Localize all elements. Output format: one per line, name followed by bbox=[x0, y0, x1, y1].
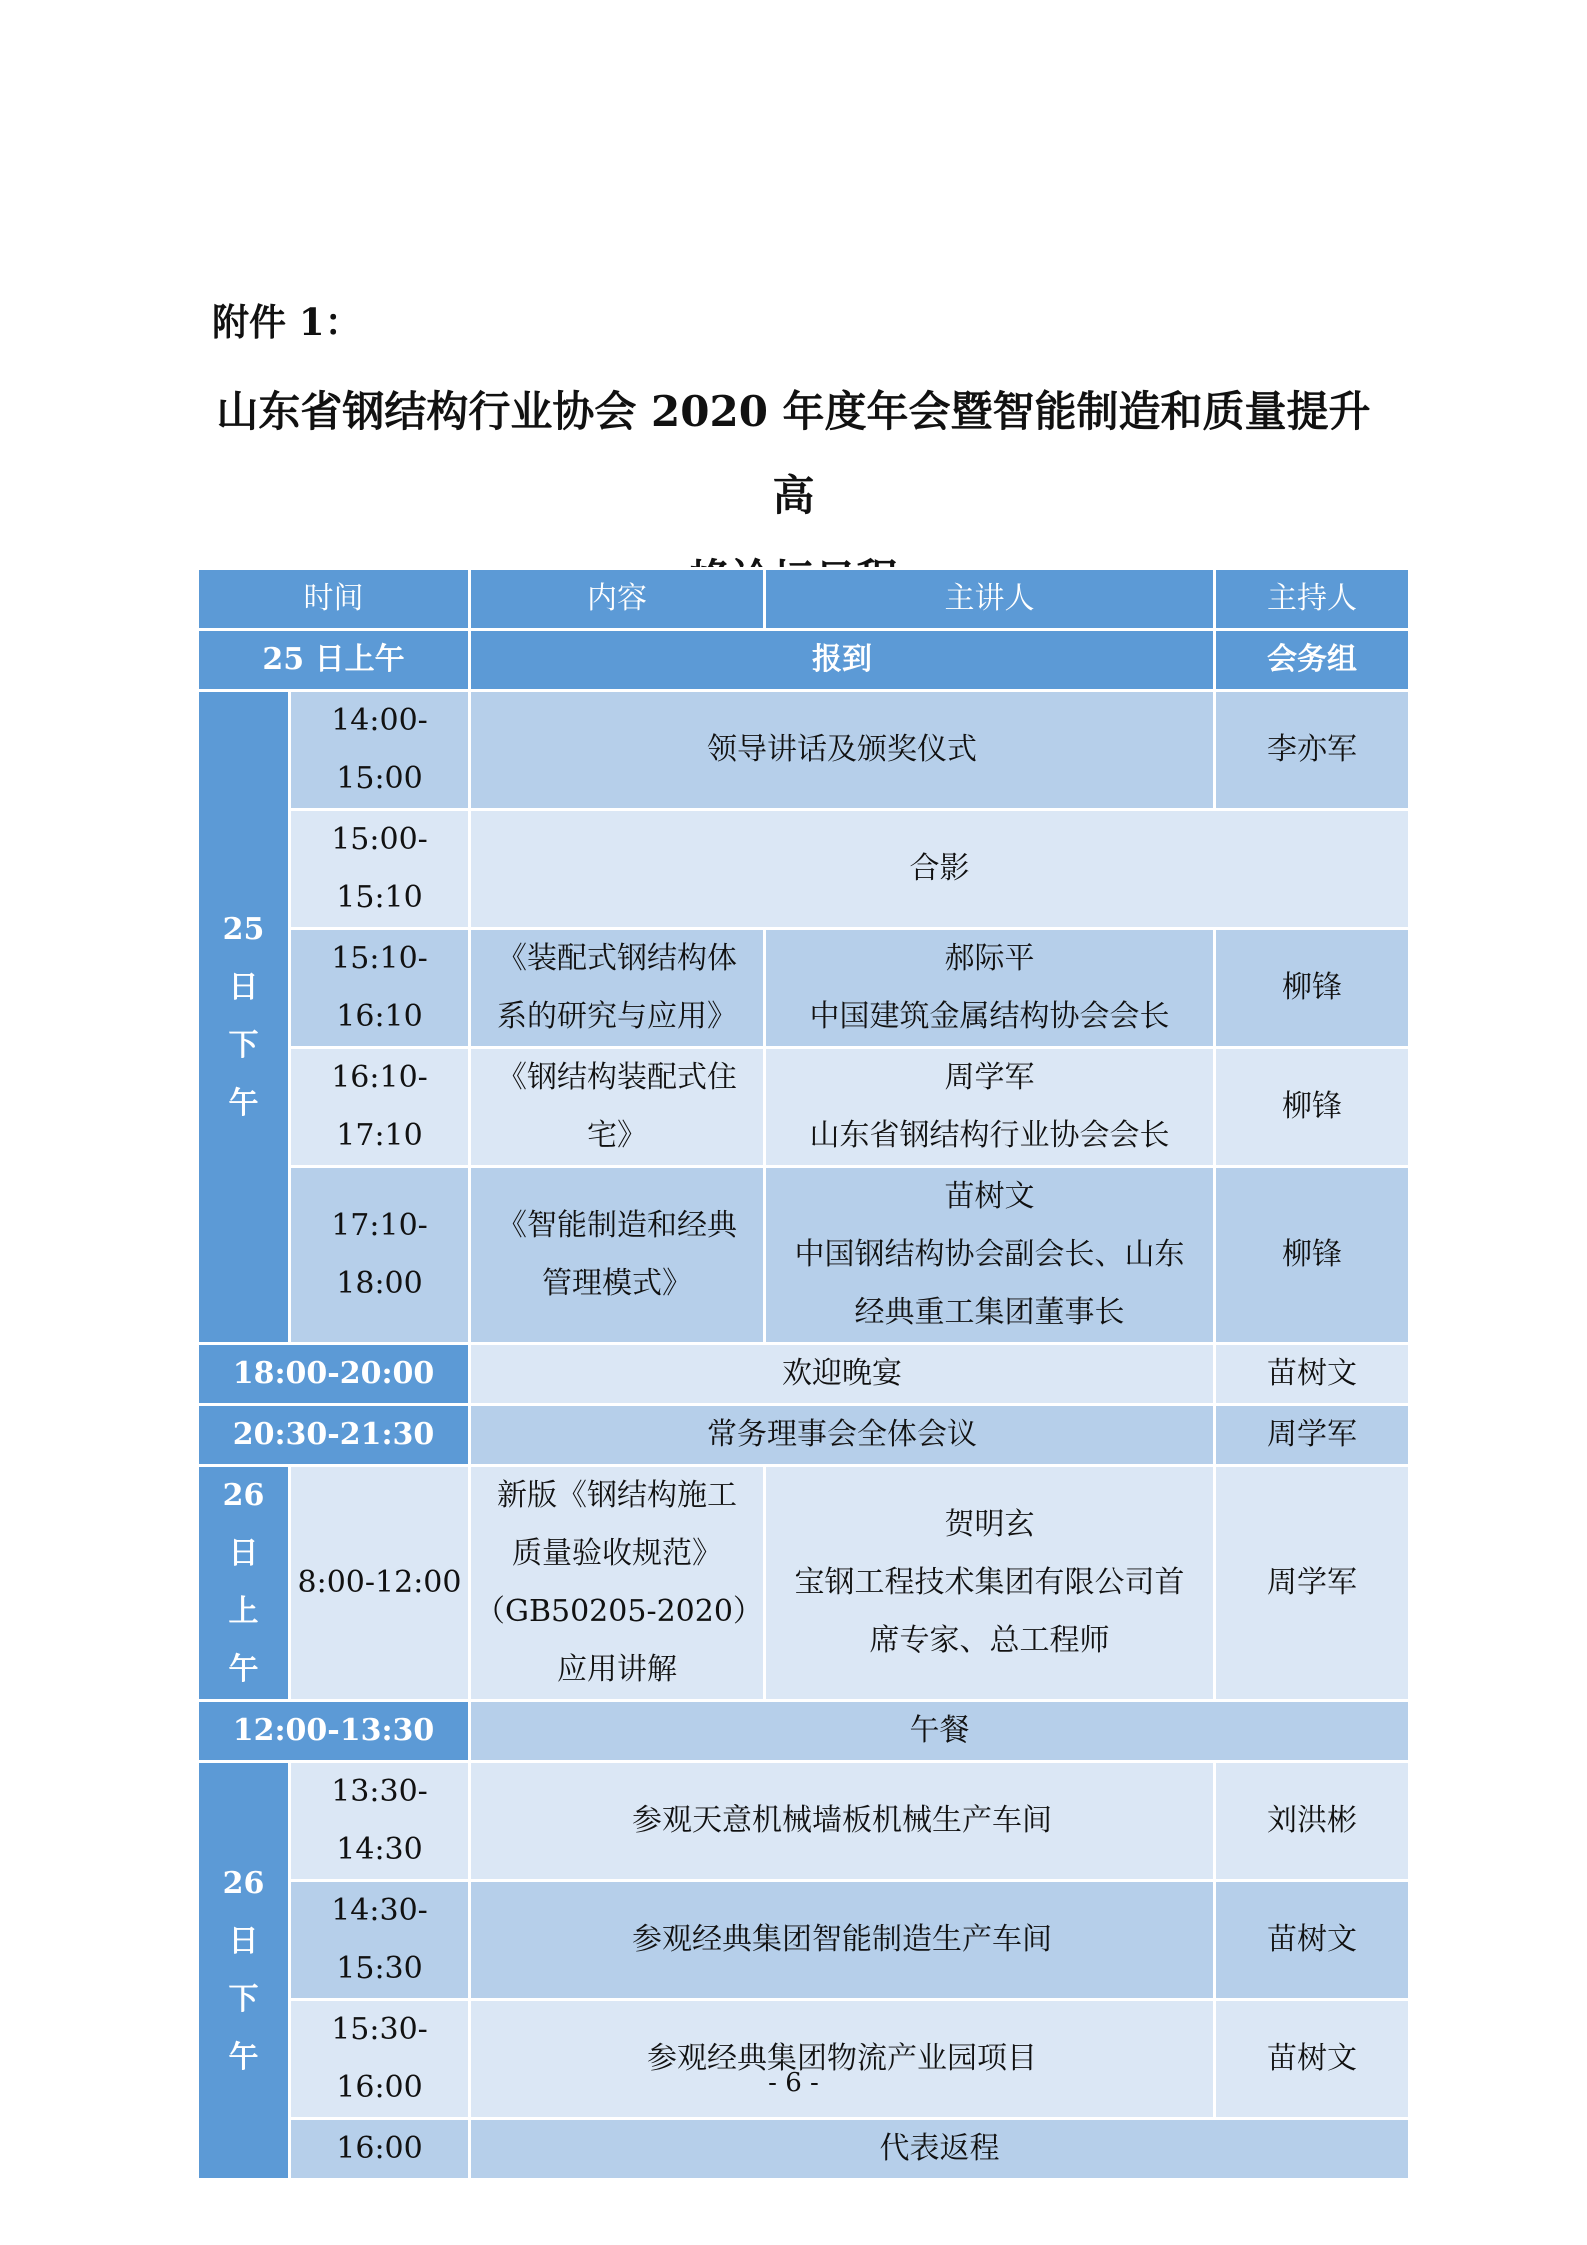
row-time: 14:30-15:30 bbox=[290, 1881, 470, 2000]
row-time: 16:10-17:10 bbox=[290, 1048, 470, 1167]
council-host: 周学军 bbox=[1215, 1405, 1410, 1466]
registration-content: 报到 bbox=[470, 630, 1215, 691]
table-row bbox=[198, 1048, 1410, 1167]
row-host: 苗树文 bbox=[1215, 2000, 1410, 2119]
row-content: 参观经典集团智能制造生产车间 bbox=[470, 1881, 1215, 2000]
day-label: 25 日 下 午 bbox=[198, 691, 290, 1344]
page-number: - 6 - bbox=[768, 2068, 819, 2098]
table-row bbox=[198, 1344, 1410, 1405]
row-time: 17:10-18:00 bbox=[290, 1167, 470, 1344]
row-host: 柳锋 bbox=[1215, 929, 1410, 1048]
registration-host: 会务组 bbox=[1215, 630, 1410, 691]
row-speaker: 郝际平 中国建筑金属结构协会会长 bbox=[765, 929, 1215, 1048]
table-row bbox=[198, 2119, 1410, 2180]
table-row bbox=[198, 1167, 1410, 1344]
row-time: 15:00-15:10 bbox=[290, 810, 470, 929]
header-content: 内容 bbox=[470, 569, 765, 630]
dinner-content: 欢迎晚宴 bbox=[470, 1344, 1215, 1405]
row-content: 参观经典集团物流产业园项目 bbox=[470, 2000, 1215, 2119]
day-label: 26 日 上 午 bbox=[198, 1466, 290, 1701]
dinner-host: 苗树文 bbox=[1215, 1344, 1410, 1405]
row-time: 15:10-16:10 bbox=[290, 929, 470, 1048]
table-row bbox=[198, 1466, 1410, 1701]
dinner-time: 18:00-20:00 bbox=[198, 1344, 470, 1405]
row-content: 《智能制造和经典 管理模式》 bbox=[470, 1167, 765, 1344]
table-row bbox=[198, 691, 1410, 810]
table-row bbox=[198, 630, 1410, 691]
table-row bbox=[198, 929, 1410, 1048]
row-content: 领导讲话及颁奖仪式 bbox=[470, 691, 1215, 810]
row-host: 李亦军 bbox=[1215, 691, 1410, 810]
table-row bbox=[198, 1701, 1410, 1762]
schedule-table bbox=[196, 567, 1411, 2181]
registration-time: 25 日上午 bbox=[198, 630, 470, 691]
row-content: 合影 bbox=[470, 810, 1410, 929]
day-label: 26 日 下 午 bbox=[198, 1762, 290, 2180]
header-host: 主持人 bbox=[1215, 569, 1410, 630]
table-row bbox=[198, 810, 1410, 929]
row-speaker: 苗树文 中国钢结构协会副会长、山东 经典重工集团董事长 bbox=[765, 1167, 1215, 1344]
table-row bbox=[198, 1405, 1410, 1466]
row-content: 《钢结构装配式住 宅》 bbox=[470, 1048, 765, 1167]
lunch-content: 午餐 bbox=[470, 1701, 1410, 1762]
row-time: 16:00 bbox=[290, 2119, 470, 2180]
row-host: 刘洪彬 bbox=[1215, 1762, 1410, 1881]
row-speaker: 周学军 山东省钢结构行业协会会长 bbox=[765, 1048, 1215, 1167]
row-time: 14:00-15:00 bbox=[290, 691, 470, 810]
row-time: 13:30-14:30 bbox=[290, 1762, 470, 1881]
row-content: 参观天意机械墙板机械生产车间 bbox=[470, 1762, 1215, 1881]
lunch-time: 12:00-13:30 bbox=[198, 1701, 470, 1762]
title-line-1: 山东省钢结构行业协会 2020 年度年会暨智能制造和质量提升高 bbox=[216, 387, 1371, 520]
council-time: 20:30-21:30 bbox=[198, 1405, 470, 1466]
table-row bbox=[198, 1881, 1410, 2000]
table-row bbox=[198, 2000, 1410, 2119]
header-time: 时间 bbox=[198, 569, 470, 630]
row-content: 《装配式钢结构体 系的研究与应用》 bbox=[470, 929, 765, 1048]
row-time: 8:00-12:00 bbox=[290, 1466, 470, 1701]
row-time: 15:30-16:00 bbox=[290, 2000, 470, 2119]
table-row bbox=[198, 1762, 1410, 1881]
table-header-row bbox=[198, 569, 1410, 630]
attachment-label: 附件 1： bbox=[212, 300, 362, 344]
row-speaker: 贺明玄 宝钢工程技术集团有限公司首 席专家、总工程师 bbox=[765, 1466, 1215, 1701]
row-host: 周学军 bbox=[1215, 1466, 1410, 1701]
row-host: 苗树文 bbox=[1215, 1881, 1410, 2000]
header-speaker: 主讲人 bbox=[765, 569, 1215, 630]
row-host: 柳锋 bbox=[1215, 1048, 1410, 1167]
council-content: 常务理事会全体会议 bbox=[470, 1405, 1215, 1466]
row-content: 新版《钢结构施工 质量验收规范》 （GB50205-2020） 应用讲解 bbox=[470, 1466, 765, 1701]
row-host: 柳锋 bbox=[1215, 1167, 1410, 1344]
row-content: 代表返程 bbox=[470, 2119, 1410, 2180]
